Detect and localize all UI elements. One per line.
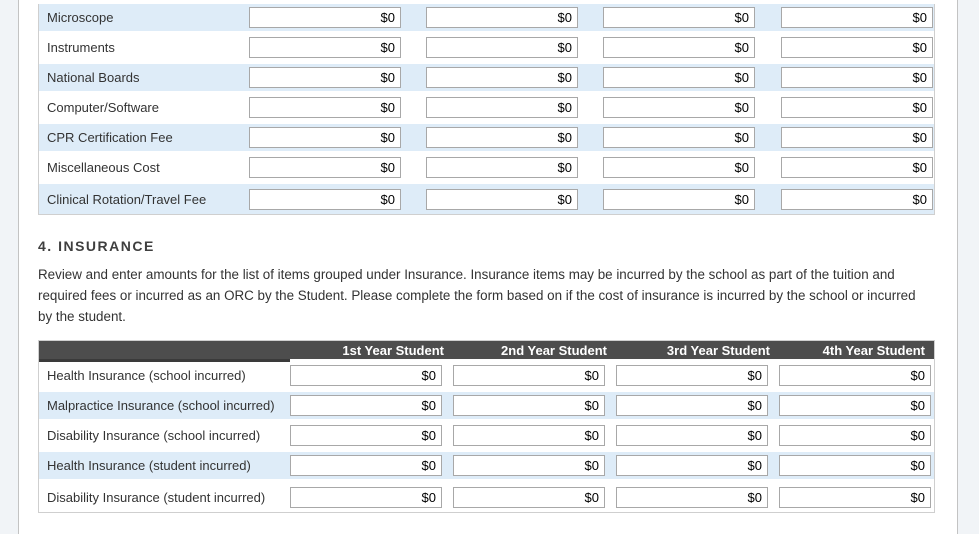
clinical-rotation-travel-fee-year-1-amount-input[interactable] xyxy=(249,189,401,210)
disability-insurance-student-incurred-year-4-amount-input[interactable] xyxy=(779,487,931,508)
miscellaneous-cost-year-3-amount-input[interactable] xyxy=(603,157,755,178)
miscellaneous-cost-year-2-amount-input[interactable] xyxy=(426,157,578,178)
insurance-cell xyxy=(779,482,934,512)
computer-software-year-4-amount-input[interactable] xyxy=(781,97,933,118)
health-insurance-school-incurred-year-2-amount-input[interactable] xyxy=(453,365,605,386)
insurance-cell xyxy=(779,422,934,452)
cpr-certification-fee-year-3-amount-input[interactable] xyxy=(603,127,755,148)
national-boards-year-2-amount-input[interactable] xyxy=(426,67,578,88)
fees-cell xyxy=(603,64,781,94)
fees-cell xyxy=(781,184,934,214)
cpr-certification-fee-year-2-amount-input[interactable] xyxy=(426,127,578,148)
microscope-year-3-amount-input[interactable] xyxy=(603,7,755,28)
insurance-table-container xyxy=(38,340,935,513)
fees-cell xyxy=(249,184,426,214)
instruments-year-4-amount-input[interactable] xyxy=(781,37,933,58)
fees-cell xyxy=(781,124,934,154)
fees-cell xyxy=(781,4,934,34)
fees-label-clinical-rotation-travel-fee: Clinical Rotation/Travel Fee xyxy=(39,184,249,214)
insurance-cell xyxy=(779,392,934,422)
fees-label-microscope: Microscope xyxy=(39,4,249,34)
insurance-cell xyxy=(453,422,616,452)
insurance-cell xyxy=(290,362,453,392)
insurance-cell xyxy=(616,422,779,452)
fees-cell xyxy=(426,184,603,214)
insurance-cell xyxy=(616,362,779,392)
fees-cell xyxy=(426,34,603,64)
insurance-cell xyxy=(779,362,934,392)
fees-label-computer-software: Computer/Software xyxy=(39,94,249,124)
insurance-section-heading: 4. INSURANCE xyxy=(38,238,155,254)
insurance-row-malpractice-insurance-school-incurred xyxy=(39,392,934,422)
fees-cell xyxy=(249,154,426,184)
fees-cell xyxy=(603,94,781,124)
clinical-rotation-travel-fee-year-3-amount-input[interactable] xyxy=(603,189,755,210)
malpractice-insurance-school-incurred-year-2-amount-input[interactable] xyxy=(453,395,605,416)
insurance-cell xyxy=(290,482,453,512)
fees-row-national-boards xyxy=(39,64,934,94)
fees-cell xyxy=(781,34,934,64)
required-fees-table xyxy=(39,4,934,214)
insurance-cell xyxy=(453,482,616,512)
health-insurance-school-incurred-year-1-amount-input[interactable] xyxy=(290,365,442,386)
instruments-year-3-amount-input[interactable] xyxy=(603,37,755,58)
fees-row-instruments xyxy=(39,34,934,64)
fees-cell xyxy=(249,124,426,154)
fees-row-computer-software xyxy=(39,94,934,124)
malpractice-insurance-school-incurred-year-4-amount-input[interactable] xyxy=(779,395,931,416)
health-insurance-student-incurred-year-1-amount-input[interactable] xyxy=(290,455,442,476)
insurance-label-health-insurance-student-incurred: Health Insurance (student incurred) xyxy=(39,452,290,482)
fees-cell xyxy=(603,184,781,214)
computer-software-year-3-amount-input[interactable] xyxy=(603,97,755,118)
fees-cell xyxy=(781,154,934,184)
fees-cell xyxy=(781,64,934,94)
fees-row-microscope xyxy=(39,4,934,34)
insurance-header-empty xyxy=(39,341,290,362)
disability-insurance-school-incurred-year-2-amount-input[interactable] xyxy=(453,425,605,446)
fees-label-instruments: Instruments xyxy=(39,34,249,64)
fees-cell xyxy=(249,94,426,124)
clinical-rotation-travel-fee-year-2-amount-input[interactable] xyxy=(426,189,578,210)
health-insurance-student-incurred-year-4-amount-input[interactable] xyxy=(779,455,931,476)
disability-insurance-student-incurred-year-2-amount-input[interactable] xyxy=(453,487,605,508)
insurance-row-disability-insurance-school-incurred xyxy=(39,422,934,452)
insurance-section-description: Review and enter amounts for the list of items grouped under Insurance. Insurance items may be incurred by the school as part of the tuition and required fees or incurred as an ORC by the Student. Please complete the form based on if the cost of insurance is incurred by the school or incurred by the student. xyxy=(38,267,916,324)
fees-cell xyxy=(426,124,603,154)
malpractice-insurance-school-incurred-year-1-amount-input[interactable] xyxy=(290,395,442,416)
disability-insurance-school-incurred-year-3-amount-input[interactable] xyxy=(616,425,768,446)
fees-row-clinical-rotation-travel-fee xyxy=(39,184,934,214)
insurance-header-3rd-year-student: 3rd Year Student xyxy=(616,341,779,362)
disability-insurance-school-incurred-year-4-amount-input[interactable] xyxy=(779,425,931,446)
fees-label-miscellaneous-cost: Miscellaneous Cost xyxy=(39,154,249,184)
insurance-cell xyxy=(616,392,779,422)
miscellaneous-cost-year-1-amount-input[interactable] xyxy=(249,157,401,178)
malpractice-insurance-school-incurred-year-3-amount-input[interactable] xyxy=(616,395,768,416)
fees-cell xyxy=(603,124,781,154)
insurance-cell xyxy=(290,422,453,452)
insurance-header-2nd-year-student: 2nd Year Student xyxy=(453,341,616,362)
health-insurance-school-incurred-year-3-amount-input[interactable] xyxy=(616,365,768,386)
insurance-cell xyxy=(290,392,453,422)
insurance-cell xyxy=(453,392,616,422)
clinical-rotation-travel-fee-year-4-amount-input[interactable] xyxy=(781,189,933,210)
fees-label-cpr-certification-fee: CPR Certification Fee xyxy=(39,124,249,154)
insurance-cell xyxy=(779,452,934,482)
insurance-row-disability-insurance-student-incurred xyxy=(39,482,934,512)
disability-insurance-student-incurred-year-1-amount-input[interactable] xyxy=(290,487,442,508)
fees-cell xyxy=(603,154,781,184)
insurance-cell xyxy=(290,452,453,482)
instruments-year-1-amount-input[interactable] xyxy=(249,37,401,58)
fees-row-cpr-certification-fee xyxy=(39,124,934,154)
fees-cell xyxy=(249,34,426,64)
fees-cell xyxy=(426,64,603,94)
fees-cell xyxy=(426,94,603,124)
insurance-label-disability-insurance-school-incurred: Disability Insurance (school incurred) xyxy=(39,422,290,452)
health-insurance-student-incurred-year-3-amount-input[interactable] xyxy=(616,455,768,476)
computer-software-year-1-amount-input[interactable] xyxy=(249,97,401,118)
insurance-label-malpractice-insurance-school-incurred: Malpractice Insurance (school incurred) xyxy=(39,392,290,422)
health-insurance-school-incurred-year-4-amount-input[interactable] xyxy=(779,365,931,386)
national-boards-year-4-amount-input[interactable] xyxy=(781,67,933,88)
cpr-certification-fee-year-1-amount-input[interactable] xyxy=(249,127,401,148)
insurance-header-1st-year-student: 1st Year Student xyxy=(290,341,453,362)
computer-software-year-2-amount-input[interactable] xyxy=(426,97,578,118)
insurance-label-disability-insurance-student-incurred: Disability Insurance (student incurred) xyxy=(39,482,290,512)
fees-cell xyxy=(249,4,426,34)
fees-cell xyxy=(781,94,934,124)
insurance-table xyxy=(39,341,934,512)
microscope-year-4-amount-input[interactable] xyxy=(781,7,933,28)
page-content xyxy=(18,0,958,534)
fees-cell xyxy=(603,4,781,34)
insurance-cell xyxy=(616,452,779,482)
insurance-header-4th-year-student: 4th Year Student xyxy=(779,341,934,362)
disability-insurance-student-incurred-year-3-amount-input[interactable] xyxy=(616,487,768,508)
miscellaneous-cost-year-4-amount-input[interactable] xyxy=(781,157,933,178)
fees-cell xyxy=(426,154,603,184)
insurance-row-health-insurance-student-incurred xyxy=(39,452,934,482)
insurance-label-health-insurance-school-incurred: Health Insurance (school incurred) xyxy=(39,362,290,392)
microscope-year-1-amount-input[interactable] xyxy=(249,7,401,28)
fees-cell xyxy=(249,64,426,94)
fees-row-miscellaneous-cost xyxy=(39,154,934,184)
national-boards-year-1-amount-input[interactable] xyxy=(249,67,401,88)
cpr-certification-fee-year-4-amount-input[interactable] xyxy=(781,127,933,148)
insurance-cell xyxy=(453,452,616,482)
insurance-cell xyxy=(453,362,616,392)
disability-insurance-school-incurred-year-1-amount-input[interactable] xyxy=(290,425,442,446)
health-insurance-student-incurred-year-2-amount-input[interactable] xyxy=(453,455,605,476)
microscope-year-2-amount-input[interactable] xyxy=(426,7,578,28)
fees-table-container xyxy=(38,4,935,215)
fees-cell xyxy=(426,4,603,34)
fees-label-national-boards: National Boards xyxy=(39,64,249,94)
fees-cell xyxy=(603,34,781,64)
national-boards-year-3-amount-input[interactable] xyxy=(603,67,755,88)
insurance-row-health-insurance-school-incurred xyxy=(39,362,934,392)
instruments-year-2-amount-input[interactable] xyxy=(426,37,578,58)
insurance-cell xyxy=(616,482,779,512)
insurance-header-row xyxy=(39,341,934,362)
